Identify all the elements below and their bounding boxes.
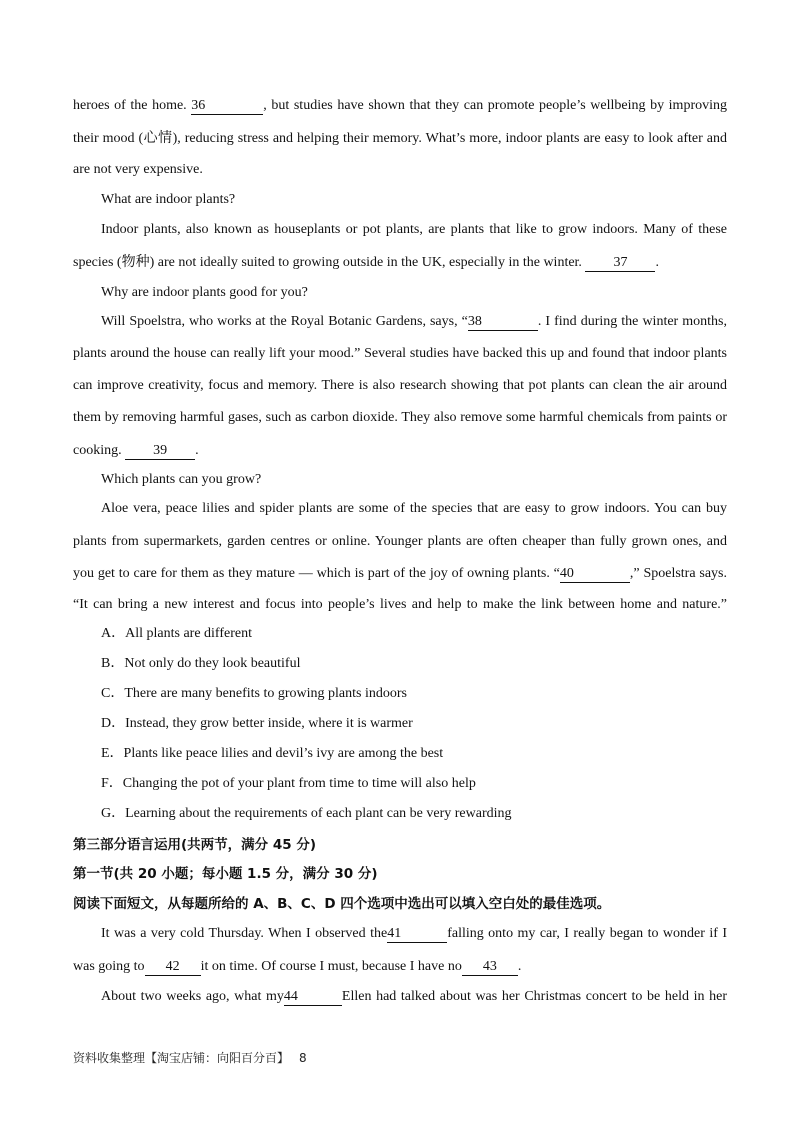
passage-heading: What are indoor plants? — [101, 192, 236, 207]
passage-line: are not very expensive. — [73, 162, 203, 177]
passage-line: you get to care for them as they mature — which is part of the joy of owning plants. “40 ,” Spoelstra says. — [73, 566, 727, 581]
passage-line: them by removing harmful gases, such as carbon dioxide. They also remove some harmful chemicals from paints or — [73, 410, 727, 425]
option-f: F．Changing the pot of your plant from time to time will also help — [101, 776, 476, 791]
passage-line: heroes of the home. 36 , but studies have shown that they can promote people’s wellbeing by improving — [73, 98, 727, 113]
option-b: B．Not only do they look beautiful — [101, 656, 301, 671]
instructions: 阅读下面短文，从每题所给的 A、B、C、D 四个选项中选出可以填入空白处的最佳选项。 — [73, 896, 611, 912]
passage-line: Aloe vera, peace lilies and spider plants are some of the species that are easy to grow indoors. You can buy — [101, 501, 727, 516]
passage-line: cooking. 39 . — [73, 443, 199, 458]
option-e: E．Plants like peace lilies and devil’s ivy are among the best — [101, 746, 444, 761]
passage-line: their mood (心情), reducing stress and helping their memory. What’s more, indoor plants are easy to look after and — [73, 131, 727, 146]
passage-line: species (物种) are not ideally suited to growing outside in the UK, especially in the winter. 37 . — [73, 255, 659, 270]
passage-line: Indoor plants, also known as houseplants or pot plants, are plants that like to grow indoors. Many of these — [101, 222, 727, 237]
passage-heading: Why are indoor plants good for you? — [101, 285, 308, 300]
blank-41: 41 — [387, 926, 447, 943]
blank-40: 40 — [560, 566, 630, 583]
blank-44: 44 — [284, 989, 342, 1006]
blank-38: 38 — [468, 314, 538, 331]
option-a: A．All plants are different — [101, 626, 252, 641]
cloze-line: About two weeks ago, what my44 Ellen had talked about was her Christmas concert to be held in her — [101, 989, 727, 1004]
page-footer — [73, 1048, 307, 1068]
passage-line: can improve creativity, focus and memory. There is also research showing that pot plants can clean the air around — [73, 378, 727, 393]
option-c: C．There are many benefits to growing plants indoors — [101, 686, 407, 701]
cloze-line: was going to 42 it on time. Of course I must, because I have no 43 . — [73, 959, 522, 974]
footer-text: 资料收集整理【淘宝店铺：向阳百分百】 — [73, 1051, 290, 1065]
subsection-heading: 第一节(共 20 小题；每小题 1.5 分，满分 30 分) — [73, 866, 378, 882]
section-heading: 第三部分语言运用(共两节，满分 45 分) — [73, 837, 317, 853]
blank-36: 36 — [191, 98, 263, 115]
passage-line: Will Spoelstra, who works at the Royal Botanic Gardens, says, “38 . I find during the winter months, — [101, 314, 727, 329]
blank-39: 39 — [125, 443, 195, 460]
option-d: D．Instead, they grow better inside, where it is warmer — [101, 716, 413, 731]
passage-line: plants around the house can really lift your mood.” Several studies have backed this up and found that indoor plants — [73, 346, 727, 361]
blank-43: 43 — [462, 959, 518, 976]
passage-heading: Which plants can you grow? — [101, 472, 262, 487]
passage-line: “It can bring a new interest and focus into people’s lives and help to make the link between home and nature.” — [73, 597, 727, 612]
page-number: 8 — [299, 1051, 307, 1065]
blank-37: 37 — [585, 255, 655, 272]
option-g: G．Learning about the requirements of each plant can be very rewarding — [101, 806, 512, 821]
cloze-line: It was a very cold Thursday. When I observed the41 falling onto my car, I really began to wonder if I — [101, 926, 727, 941]
blank-42: 42 — [145, 959, 201, 976]
passage-line: plants from supermarkets, garden centres or online. Younger plants are often cheaper than fully grown ones, and — [73, 534, 727, 549]
